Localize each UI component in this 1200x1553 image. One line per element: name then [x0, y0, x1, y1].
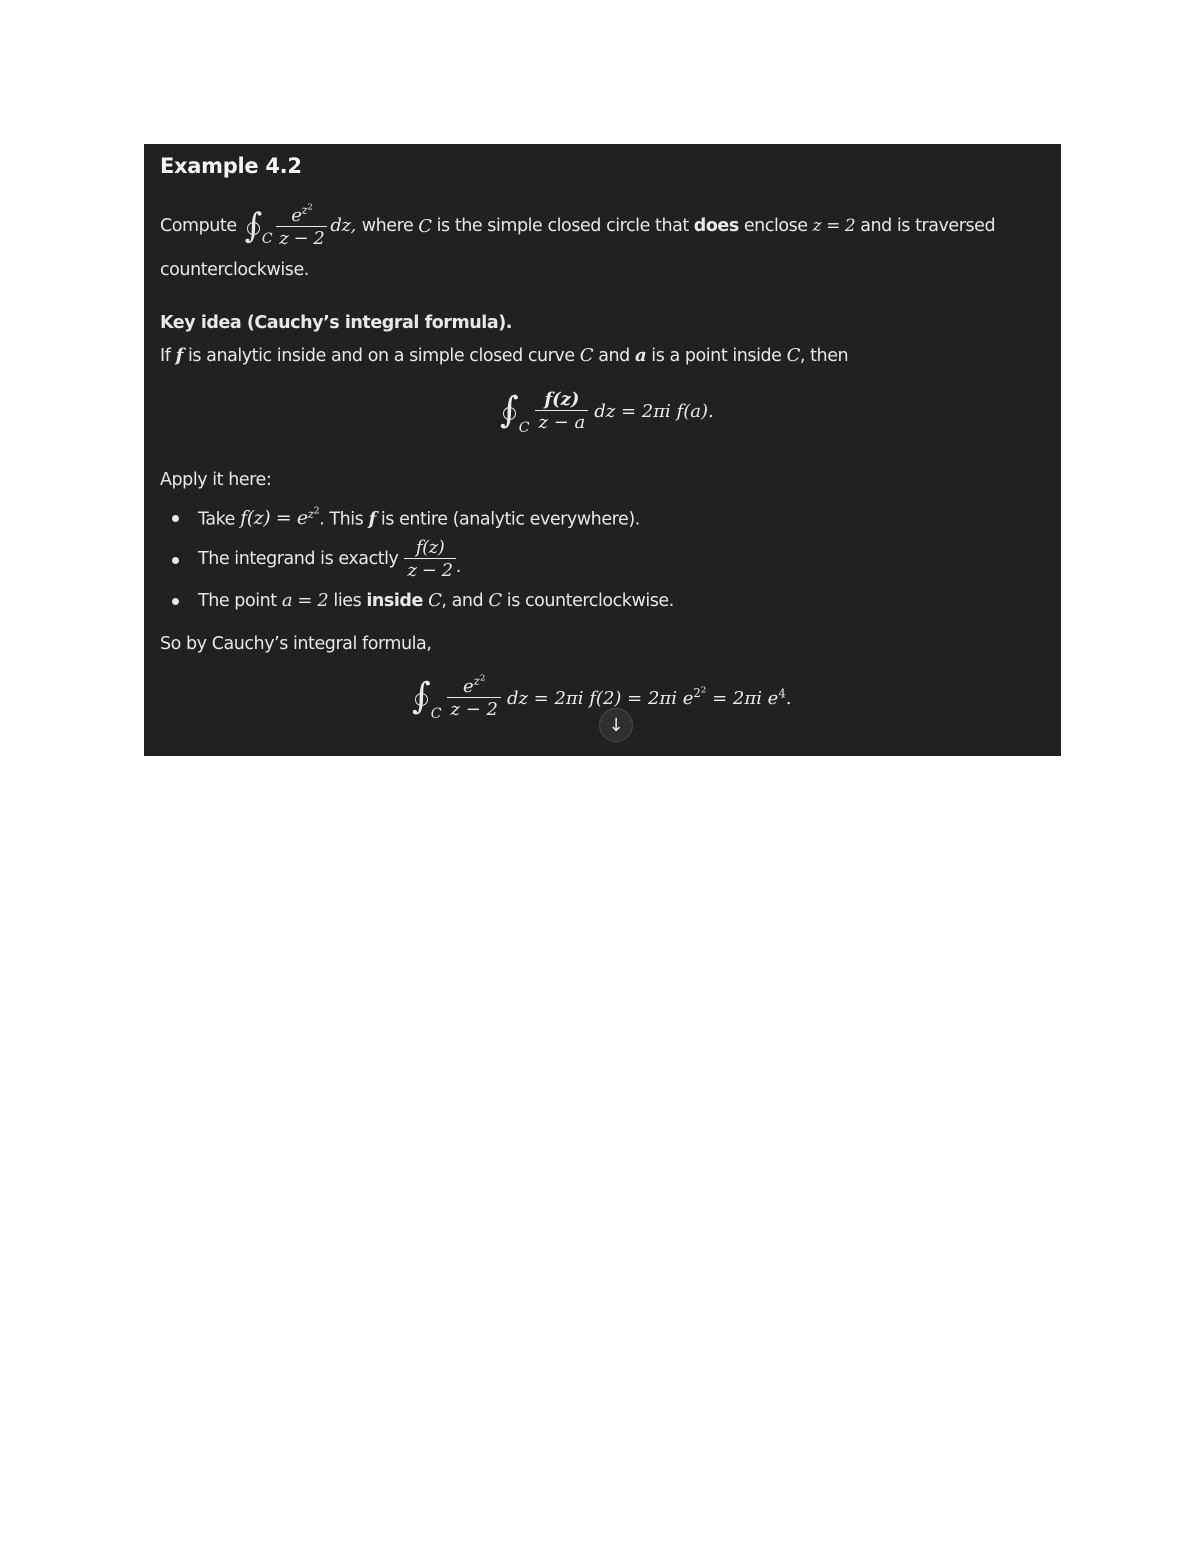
curve-C: C	[418, 215, 432, 237]
dz-text: dz,	[330, 215, 356, 237]
final-formula: ∫ C $\frac{e^{z^2}}{z - 2}$ dz = 2πi f(2) = 2πi $e^{2^2} = 2\pi i$ $e^4$.	[412, 674, 792, 722]
problem-integral	[245, 203, 356, 249]
scroll-to-bottom-button[interactable]	[599, 708, 633, 742]
contour-integral-symbol: ∫	[500, 390, 519, 431]
integrand-fraction-small: $\frac{f(z)}{z - 2}$	[404, 537, 455, 581]
statement-text: is the simple closed circle that	[436, 216, 689, 236]
example-title: Example 4.2	[160, 154, 302, 178]
counterclockwise-text: counterclockwise.	[160, 260, 309, 280]
final-fraction: $\frac{e^{z^2}}{z - 2}$	[447, 674, 500, 720]
where-word: where	[361, 216, 414, 236]
cauchy-rhs: dz = 2πi f(a).	[594, 400, 714, 422]
bullet-dot	[172, 557, 179, 564]
apply-heading: Apply it here:	[160, 470, 272, 490]
arrow-down-icon: ↓	[608, 714, 624, 736]
bullet-2: The integrand is exactly $\frac{f(z)}{z - 2}$ .	[198, 537, 461, 581]
f-symbol: f	[175, 345, 183, 366]
bullet-dot	[172, 515, 179, 522]
traversed-text: and is traversed	[860, 216, 996, 236]
problem-statement	[160, 196, 995, 256]
conclusion-intro: So by Cauchy’s integral formula,	[160, 634, 432, 654]
cauchy-formula: ∫ C $\frac{f(z)}{z - a}$ dz = 2πi f(a).	[500, 389, 714, 436]
z-equals-2: z = 2	[812, 216, 856, 236]
key-idea-heading: Key idea (Cauchy’s integral formula).	[160, 313, 512, 333]
enclose-word: enclose	[743, 216, 808, 236]
compute-word: Compute	[160, 216, 237, 236]
contour-integral-symbol: ∫	[244, 205, 262, 246]
contour-integral-symbol: ∫	[412, 676, 431, 717]
bullet-3: The point a = 2 lies inside C, and C is counterclockwise.	[198, 590, 674, 611]
integral-subscript: C	[261, 230, 273, 247]
theorem-statement: If f is analytic inside and on a simple closed curve C and a is a point inside C, then	[160, 345, 849, 366]
bullet-1: Take $f(z) = e^{z^2}$. This f is entire (analytic everywhere).	[198, 505, 640, 530]
cauchy-fraction: $\frac{f(z)}{z - a}$	[535, 389, 588, 433]
integrand-fraction: $\frac{e^{z^2}}{z - 2}$	[276, 203, 327, 249]
does-bold: does	[693, 216, 739, 236]
bullet-dot	[172, 598, 179, 605]
